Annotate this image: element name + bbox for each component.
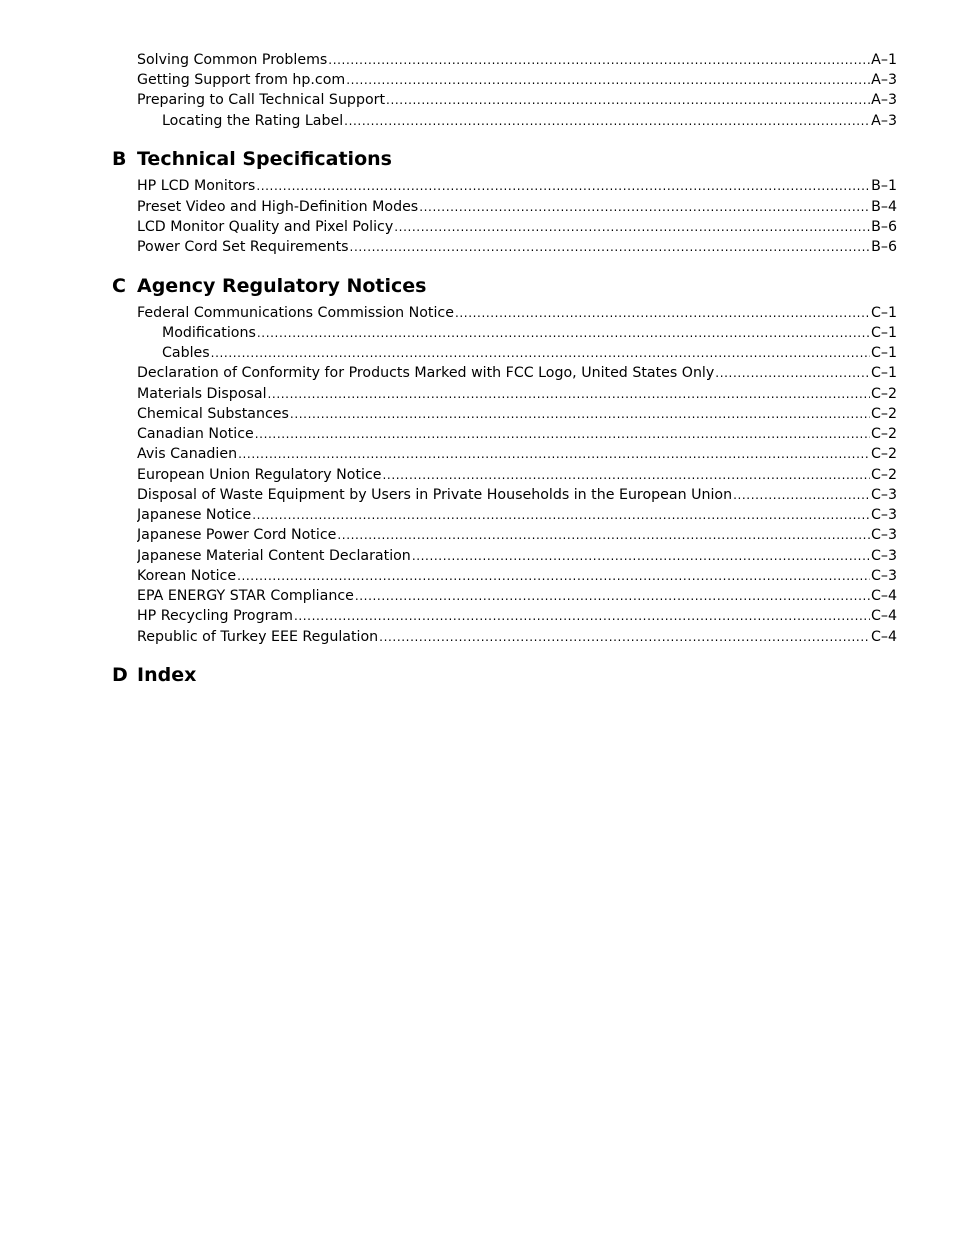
toc-entry-page: A–1 bbox=[871, 52, 897, 68]
section-heading[interactable] bbox=[112, 146, 392, 172]
toc-entry-title: Getting Support from hp.com bbox=[137, 72, 346, 88]
dot-leader bbox=[238, 444, 870, 464]
toc-entry-page: B–4 bbox=[871, 199, 897, 215]
toc-entry-page: B–1 bbox=[871, 178, 897, 194]
toc-entry[interactable] bbox=[137, 237, 897, 257]
dot-leader bbox=[350, 237, 871, 257]
toc-entry-title: European Union Regulatory Notice bbox=[137, 467, 382, 483]
toc-entry[interactable] bbox=[137, 606, 897, 626]
section-heading[interactable] bbox=[112, 662, 196, 688]
toc-entry-page: A–3 bbox=[871, 72, 897, 88]
toc-entry-title: Republic of Turkey EEE Regulation bbox=[137, 629, 379, 645]
dot-leader bbox=[455, 303, 870, 323]
dot-leader bbox=[382, 465, 869, 485]
dot-leader bbox=[346, 70, 870, 90]
dot-leader bbox=[211, 343, 870, 363]
dot-leader bbox=[355, 586, 870, 606]
section-title: Index bbox=[137, 664, 197, 686]
toc-entry-title: Locating the Rating Label bbox=[162, 113, 344, 129]
dot-leader bbox=[290, 404, 870, 424]
dot-leader bbox=[394, 217, 870, 237]
toc-entry-page: C–1 bbox=[870, 305, 897, 321]
dot-leader bbox=[252, 505, 870, 525]
toc-entry-page: C–4 bbox=[870, 608, 897, 624]
toc-entry-title: Power Cord Set Requirements bbox=[137, 239, 349, 255]
dot-leader bbox=[715, 363, 870, 383]
toc-entry-title: Modifications bbox=[162, 325, 256, 341]
toc-entry[interactable] bbox=[137, 176, 897, 196]
toc-entry-page: C–4 bbox=[870, 588, 897, 604]
toc-entry-page: A–3 bbox=[871, 113, 897, 129]
section-letter: B bbox=[112, 148, 127, 170]
dot-leader bbox=[294, 606, 870, 626]
toc-entry-title: EPA ENERGY STAR Compliance bbox=[137, 588, 354, 604]
toc-entry-page: C–2 bbox=[870, 467, 897, 483]
toc-entry[interactable] bbox=[137, 197, 897, 217]
section-title: Agency Regulatory Notices bbox=[137, 275, 427, 297]
toc-entry-title: Declaration of Conformity for Products Marked with FCC Logo, United States Only bbox=[137, 365, 715, 381]
toc-entry-title: HP Recycling Program bbox=[137, 608, 293, 624]
toc-entry-page: A–3 bbox=[871, 92, 897, 108]
dot-leader bbox=[412, 546, 870, 566]
toc-entry-title: Solving Common Problems bbox=[137, 52, 328, 68]
toc-entry-title: Japanese Material Content Declaration bbox=[137, 548, 411, 564]
toc-entry-page: C–3 bbox=[870, 507, 897, 523]
toc-entry-page: C–3 bbox=[870, 568, 897, 584]
toc-entry[interactable] bbox=[137, 525, 897, 545]
toc-entry[interactable] bbox=[137, 546, 897, 566]
toc-entry-title: HP LCD Monitors bbox=[137, 178, 256, 194]
dot-leader bbox=[386, 90, 870, 110]
toc-entry-page: C–3 bbox=[870, 487, 897, 503]
dot-leader bbox=[337, 525, 870, 545]
toc-entry-title: Chemical Substances bbox=[137, 406, 289, 422]
section-title: Technical Specifications bbox=[137, 148, 392, 170]
toc-entry-page: C–2 bbox=[870, 406, 897, 422]
toc-entry[interactable] bbox=[137, 217, 897, 237]
toc-entry-title: Federal Communications Commission Notice bbox=[137, 305, 454, 321]
toc-entry-title: Materials Disposal bbox=[137, 386, 267, 402]
section-letter: D bbox=[112, 664, 128, 686]
toc-entry[interactable] bbox=[137, 444, 897, 464]
section-letter: C bbox=[112, 275, 126, 297]
toc-entry[interactable] bbox=[137, 303, 897, 323]
toc-entry-page: C–2 bbox=[870, 446, 897, 462]
toc-entry[interactable] bbox=[137, 627, 897, 647]
toc-entry[interactable] bbox=[137, 404, 897, 424]
toc-entry-page: C–2 bbox=[870, 426, 897, 442]
toc-subentry[interactable] bbox=[162, 111, 897, 131]
toc-entry-page: C–1 bbox=[870, 345, 897, 361]
dot-leader bbox=[328, 50, 870, 70]
toc-entry-page: B–6 bbox=[871, 219, 897, 235]
toc-entry-title: Preparing to Call Technical Support bbox=[137, 92, 386, 108]
toc-subentry[interactable] bbox=[162, 323, 897, 343]
toc-entry[interactable] bbox=[137, 50, 897, 70]
dot-leader bbox=[256, 176, 870, 196]
toc-entry-title: Japanese Notice bbox=[137, 507, 252, 523]
dot-leader bbox=[237, 566, 870, 586]
toc-entry-page: B–6 bbox=[871, 239, 897, 255]
toc-entry-page: C–1 bbox=[870, 325, 897, 341]
toc-entry-title: Preset Video and High-Definition Modes bbox=[137, 199, 419, 215]
dot-leader bbox=[268, 384, 870, 404]
toc-entry[interactable] bbox=[137, 70, 897, 90]
toc-subentry[interactable] bbox=[162, 343, 897, 363]
toc-entry[interactable] bbox=[137, 363, 897, 383]
toc-entry-title: Japanese Power Cord Notice bbox=[137, 527, 337, 543]
toc-entry[interactable] bbox=[137, 485, 897, 505]
toc-entry[interactable] bbox=[137, 566, 897, 586]
toc-entry-title: Avis Canadien bbox=[137, 446, 238, 462]
toc-entry[interactable] bbox=[137, 505, 897, 525]
dot-leader bbox=[379, 627, 870, 647]
toc-entry[interactable] bbox=[137, 384, 897, 404]
dot-leader bbox=[733, 485, 870, 505]
toc-entry-page: C–1 bbox=[870, 365, 897, 381]
toc-entry-title: Cables bbox=[162, 345, 210, 361]
toc-entry-page: C–4 bbox=[870, 629, 897, 645]
dot-leader bbox=[257, 323, 870, 343]
toc-entry-title: Canadian Notice bbox=[137, 426, 254, 442]
toc-entry-title: LCD Monitor Quality and Pixel Policy bbox=[137, 219, 394, 235]
toc-entry[interactable] bbox=[137, 586, 897, 606]
toc-entry-page: C–3 bbox=[870, 527, 897, 543]
section-heading[interactable] bbox=[112, 273, 426, 299]
toc-entry-title: Korean Notice bbox=[137, 568, 237, 584]
toc-entry-page: C–3 bbox=[870, 548, 897, 564]
toc-entry[interactable] bbox=[137, 465, 897, 485]
toc-entry[interactable] bbox=[137, 424, 897, 444]
toc-entry-title: Disposal of Waste Equipment by Users in Private Households in the European Union bbox=[137, 487, 733, 503]
toc-entry[interactable] bbox=[137, 90, 897, 110]
dot-leader bbox=[344, 111, 870, 131]
dot-leader bbox=[255, 424, 870, 444]
toc-entry-page: C–2 bbox=[870, 386, 897, 402]
dot-leader bbox=[419, 197, 870, 217]
